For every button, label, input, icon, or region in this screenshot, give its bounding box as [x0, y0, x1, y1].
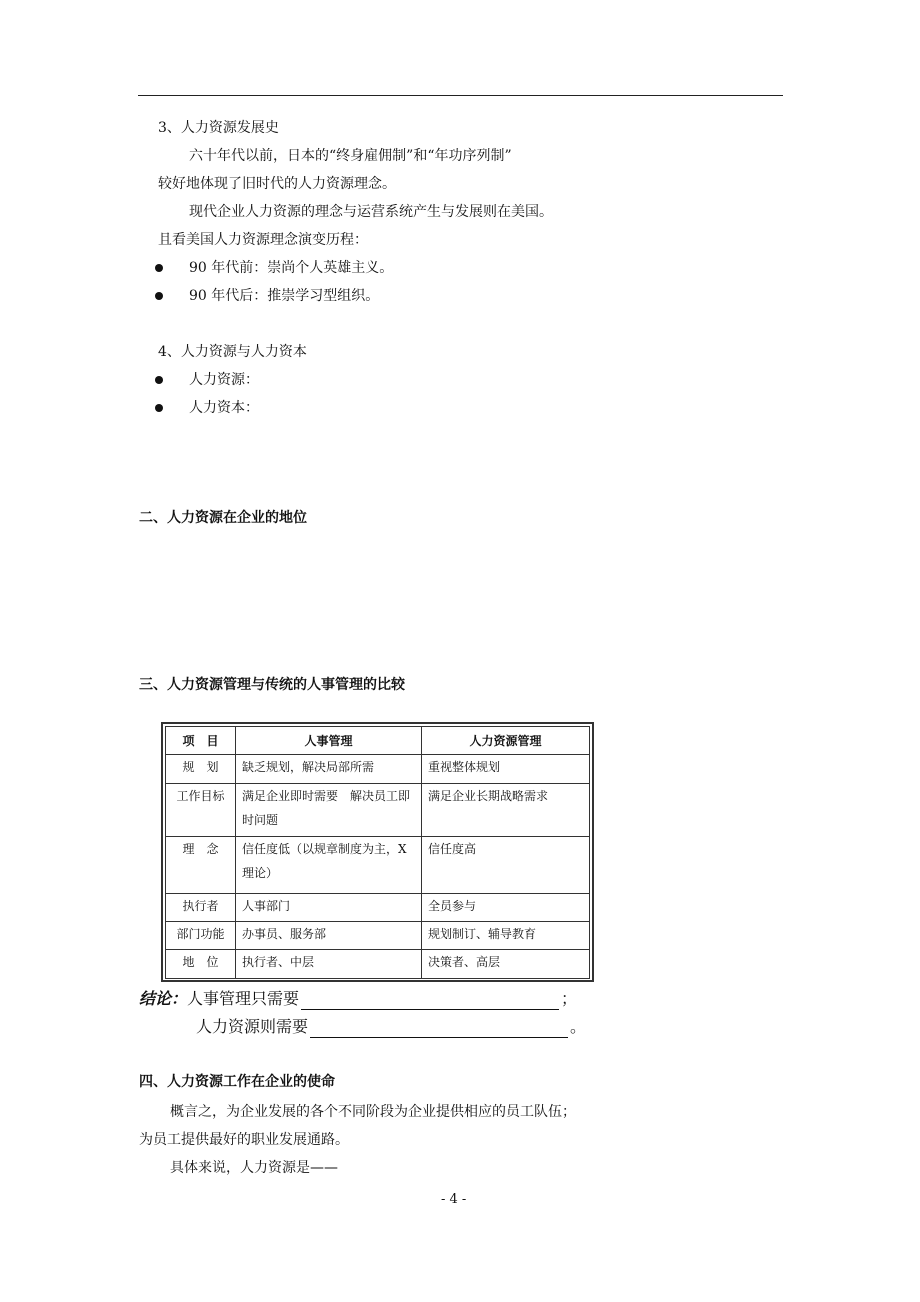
- table-cell: 工作目标: [166, 784, 236, 837]
- table-row: [166, 784, 590, 837]
- table-cell: 规划制订、辅导教育: [422, 922, 590, 950]
- table-cell: 信任度低（以规章制度为主，X 理论）: [236, 837, 422, 894]
- part2-heading: 二、人力资源在企业的地位: [139, 510, 307, 526]
- table-cell: 理 念: [166, 837, 236, 894]
- conclusion-text-1: 人事管理只需要: [187, 989, 300, 1008]
- section3-paragraph2-line1: 现代企业人力资源的理念与运营系统产生与发展则在美国。: [189, 204, 553, 220]
- section3-paragraph2-line2: 且看美国人力资源理念演变历程：: [158, 232, 368, 248]
- section4-heading: 4、人力资源与人力资本: [158, 344, 307, 360]
- table-cell: 信任度高: [422, 837, 590, 894]
- conclusion-blank-2: [310, 1021, 568, 1038]
- table-row: [166, 922, 590, 950]
- conclusion-end-2: 。: [570, 1017, 587, 1036]
- table-row: [166, 950, 590, 979]
- conclusion-text-2: 人力资源则需要: [196, 1017, 309, 1036]
- conclusion-end-1: ；: [561, 989, 578, 1008]
- table-cell: 满足企业长期战略需求: [422, 784, 590, 837]
- table-cell: 重视整体规划: [422, 755, 590, 784]
- table-cell: 全员参与: [422, 894, 590, 922]
- table-cell: 部门功能: [166, 922, 236, 950]
- table-cell: 决策者、高层: [422, 950, 590, 979]
- table-header-hrm: 人力资源管理: [422, 727, 590, 755]
- table-header-personnel: 人事管理: [236, 727, 422, 755]
- part3-heading: 三、人力资源管理与传统的人事管理的比较: [139, 677, 405, 693]
- table-header-item: 项 目: [166, 727, 236, 755]
- conclusion-label: 结论：: [139, 989, 188, 1008]
- bullet-icon: [155, 264, 163, 272]
- table-row: [166, 894, 590, 922]
- section3-bullet-2: 90 年代后：推崇学习型组织。: [189, 288, 380, 304]
- header-rule: [138, 95, 783, 96]
- section3-heading: 3、人力资源发展史: [158, 120, 279, 136]
- conclusion-line-2: [196, 1016, 586, 1038]
- table-cell: 规 划: [166, 755, 236, 784]
- page-number: - 4 -: [441, 1192, 467, 1207]
- section3-paragraph1-line1: 六十年代以前，日本的“终身雇佣制”和“年功序列制”: [189, 148, 512, 164]
- table-cell: 满足企业即时需要 解决员工即时问题: [236, 784, 422, 837]
- bullet-icon: [155, 376, 163, 384]
- table-header-row: [166, 727, 590, 755]
- section4-bullet-1: 人力资源：: [189, 372, 259, 388]
- conclusion-blank-1: [301, 993, 559, 1010]
- table-cell: 人事部门: [236, 894, 422, 922]
- table-cell: 地 位: [166, 950, 236, 979]
- section3-paragraph1-line2: 较好地体现了旧时代的人力资源理念。: [158, 176, 396, 192]
- table-row: [166, 755, 590, 784]
- table-cell: 缺乏规划，解决局部所需: [236, 755, 422, 784]
- part4-line-1: 概言之，为企业发展的各个不同阶段为企业提供相应的员工队伍；: [170, 1104, 576, 1120]
- bullet-icon: [155, 292, 163, 300]
- bullet-icon: [155, 404, 163, 412]
- section3-bullet-1: 90 年代前：崇尚个人英雄主义。: [189, 260, 394, 276]
- table-cell: 执行者、中层: [236, 950, 422, 979]
- table-cell: 办事员、服务部: [236, 922, 422, 950]
- part4-line-2: 为员工提供最好的职业发展通路。: [139, 1132, 349, 1148]
- part4-heading: 四、人力资源工作在企业的使命: [139, 1074, 335, 1090]
- table-cell: 执行者: [166, 894, 236, 922]
- conclusion-line-1: [139, 988, 577, 1010]
- part4-line-3: 具体来说，人力资源是——: [170, 1160, 338, 1176]
- comparison-table: [161, 722, 594, 982]
- table-row: [166, 837, 590, 894]
- section4-bullet-2: 人力资本：: [189, 400, 259, 416]
